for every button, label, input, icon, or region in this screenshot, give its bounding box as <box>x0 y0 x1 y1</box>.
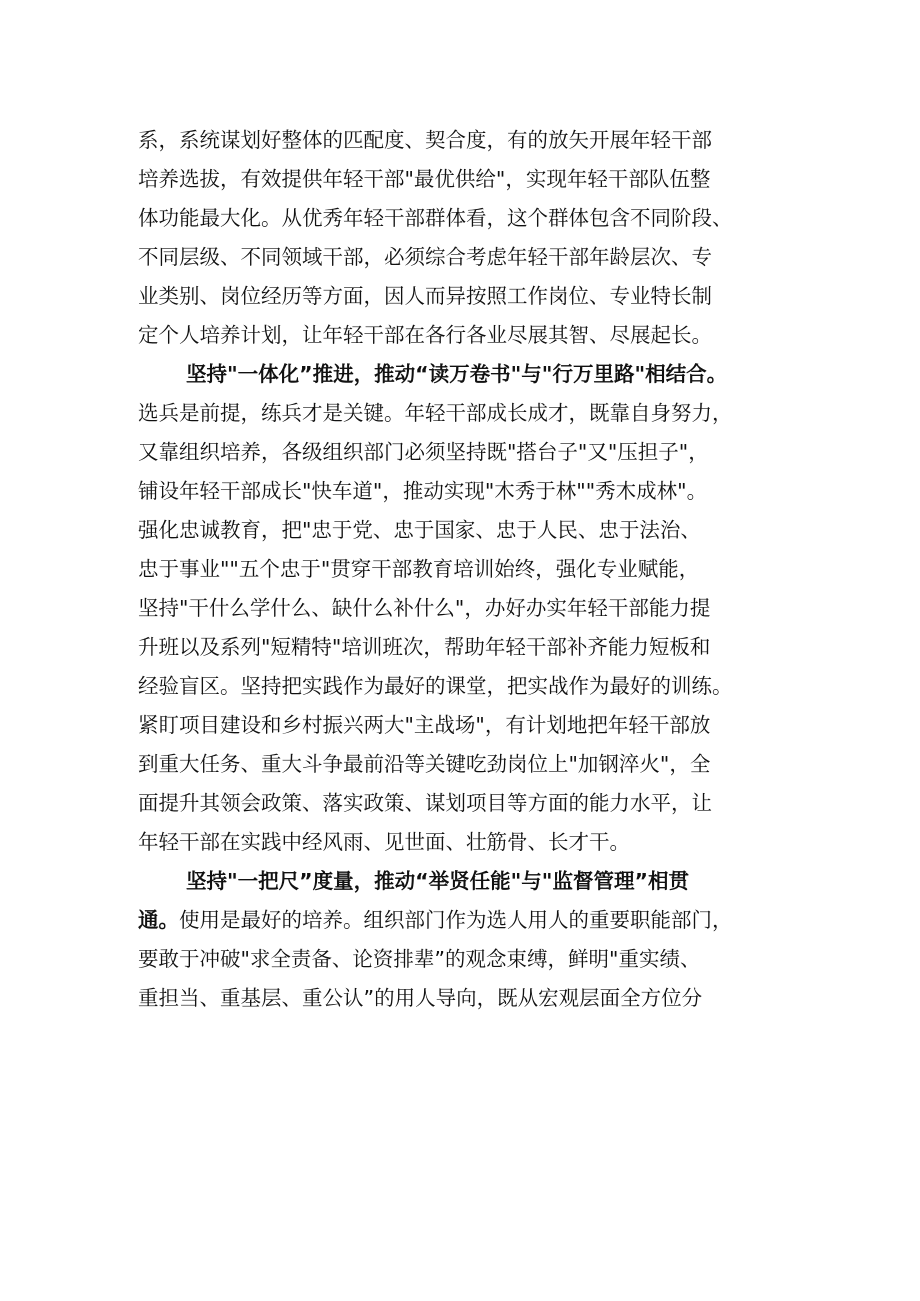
text-line <box>138 901 788 940</box>
text-line: 升班以及系列"短精特"培训班次，帮助年轻干部补齐能力短板和 <box>138 635 711 659</box>
text-line: 要敢于冲破"求全责备、论资排辈”的观念束缚，鲜明"重实绩、 <box>138 947 701 971</box>
text-line: 业类别、岗位经历等方面，因人而异按照工作岗位、专业特长制 <box>138 284 712 308</box>
text-line: 经验盲区。坚持把实践作为最好的课堂，把实战作为最好的训练。 <box>138 674 733 698</box>
text-line: 选兵是前提，练兵才是关键。年轻干部成长成才，既靠自身努力， <box>138 401 733 425</box>
text-line: 定个人培养计划，让年轻干部在各行各业尽展其智、尽展起长。 <box>138 323 712 347</box>
section-heading: 坚持"一体化”推进，推动“读万卷书"与"行万里路"相结合。 <box>186 362 728 386</box>
text-line: 年轻干部在实践中经风雨、见世面、壮筋骨、长才干。 <box>138 830 630 854</box>
text-line: 面提升其领会政策、落实政策、谋划项目等方面的能力水平，让 <box>138 791 712 815</box>
section-heading-end: 通。 <box>138 908 179 932</box>
text-line: 强化忠诚教育，把"忠于党、忠于国家、忠于人民、忠于法治、 <box>138 518 701 542</box>
document-page <box>138 121 788 1018</box>
text-line: 紧盯项目建设和乡村振兴两大"主战场"，有计划地把年轻干部放 <box>138 713 711 737</box>
text-line: 到重大任务、重大斗争最前沿等关键吃劲岗位上"加钢淬火"，全 <box>138 752 711 776</box>
text-line: 忠于事业""五个忠于"贯穿干部教育培训始终，强化专业赋能， <box>138 557 700 581</box>
text-line: 培养选拔，有效提供年轻干部"最优供给"，实现年轻干部队伍整 <box>138 167 711 191</box>
text-line: 又靠组织培养，各级组织部门必须坚持既"搭台子"又"压担子"， <box>138 440 709 464</box>
text-line: 铺设年轻干部成长"快车道"，推动实现"木秀于林""秀木成林"。 <box>138 479 708 503</box>
text-line: 不同层级、不同领域干部，必须综合考虑年轻干部年龄层次、专 <box>138 245 712 269</box>
text-line: 体功能最大化。从优秀年轻干部群体看，这个群体包含不同阶段、 <box>138 206 733 230</box>
text-line: 重担当、重基层、重公认”的用人导向，既从宏观层面全方位分 <box>138 986 703 1010</box>
text-line: 坚持"干什么学什么、缺什么补什么"，办好办实年轻干部能力提 <box>138 596 711 620</box>
text-run: 使用是最好的培养。组织部门作为选人用人的重要职能部门， <box>179 908 733 932</box>
section-heading: 坚持"一把尺”度量，推动“举贤任能"与"监督管理”相贯 <box>186 869 689 893</box>
text-line: 系，系统谋划好整体的匹配度、契合度，有的放矢开展年轻干部 <box>138 128 712 152</box>
